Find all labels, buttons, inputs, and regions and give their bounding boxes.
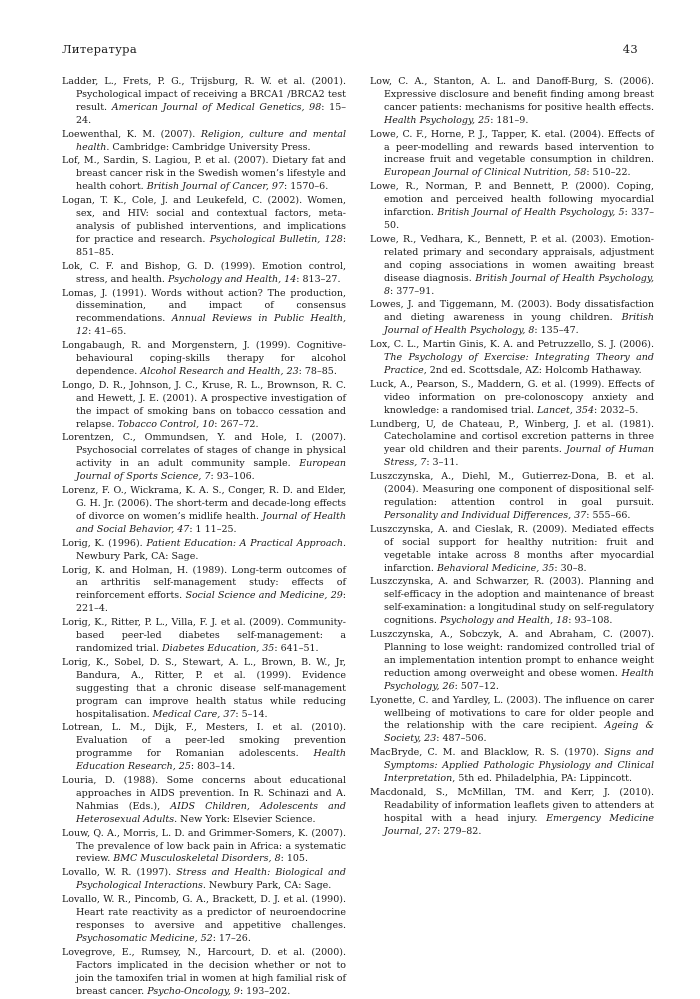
reference-entry <box>370 747 654 786</box>
reference-text: , 2nd ed. Scottsdale, AZ: Holcomb Hathaway. <box>423 364 642 376</box>
reference-source: Emergency Medicine Journal, 27 <box>384 812 654 837</box>
reference-text: Ladder, L., Frets, P. G., Trijsburg, R. W. et al. (2001). Psychological impact of receiving a BRCA1 /BRCA2 test result. <box>62 76 346 113</box>
reference-entry <box>370 419 654 471</box>
reference-entry <box>62 380 346 432</box>
reference-source: American Journal of Medical Genetics, 98 <box>111 101 322 113</box>
reference-text: : 1570–6. <box>284 181 329 193</box>
reference-text: Lox, C. L., Martin Ginis, K. A. and Petruzzello, S. J. (2006). <box>370 339 654 351</box>
reference-source: Alcohol Research and Health, 23 <box>140 365 299 377</box>
reference-text: Luszczynska, A. and Cieslak, R. (2009). Mediated effects of social support for healthy nutrition: fruit and vegetable intake across 8 months after myocardial infarction. <box>370 523 654 574</box>
reference-text: : 377–91. <box>390 285 435 297</box>
reference-text: : 337–50. <box>384 207 654 231</box>
reference-source: British Journal of Health Psychology, 8 <box>384 272 654 297</box>
reference-source: Behavioral Medicine, 35 <box>436 562 555 574</box>
reference-text: : 193–202. <box>239 985 291 997</box>
reference-text: : 15–24. <box>76 101 346 126</box>
reference-text: : 78–85. <box>298 365 337 377</box>
reference-text: : 41–65. <box>88 326 127 338</box>
reference-text: Lorig, K., Ritter, P. L., Villa, F. J. et al. (2009). Community-based peer-led diabetes self-management: a randomized trial. <box>62 617 346 654</box>
reference-text: , 5th ed. Philadelphia, PA: Lippincott. <box>452 773 632 785</box>
reference-text: Lowe, R., Vedhara, K., Bennett, P. et al. (2003). Emotion-related primary and secondary appraisals, adjustment and coping associations in women awaiting breast disease diagnosis. <box>370 233 654 284</box>
reference-text: Luszczynska, A., Diehl, M., Gutierrez-Dona, B. et al. (2004). Measuring one component of dispositional self-regulation: attention control in goal pursuit. <box>370 471 654 508</box>
running-head: Литература <box>62 42 137 56</box>
reference-entry <box>370 524 654 576</box>
reference-entry <box>370 576 654 628</box>
reference-entry <box>62 288 346 340</box>
reference-entry <box>370 629 654 694</box>
reference-source: Health Education Research, 25 <box>76 748 346 773</box>
reference-entry <box>62 76 346 128</box>
reference-source: Tobacco Control, 10 <box>117 418 215 430</box>
reference-text: Lof, M., Sardin, S. Lagiou, P. et al. (2007). Dietary fat and breast cancer risk in the Swedish women’s lifestyle and health cohort. <box>62 155 346 193</box>
reference-text: Lundberg, U, de Chateau, P., Winberg, J. et al. (1981). Catecholamine and cortisol excretion patterns in three year old children and their parents. <box>370 418 654 456</box>
reference-entry <box>62 828 346 867</box>
reference-source: Psychology and Health, 18 <box>439 615 569 627</box>
reference-source: Psychological Bulletin, 128 <box>209 233 343 245</box>
reference-source: British Journal of Cancer, 97 <box>146 181 285 193</box>
reference-entry <box>62 485 346 537</box>
reference-text: Luck, A., Pearson, S., Maddern, G. et al. (1999). Effects of video information on pre-colonoscopy anxiety and knowledge: a randomised trial. <box>370 378 654 416</box>
reference-entry <box>370 695 654 747</box>
reference-source: BMC Musculoskeletal Disorders, 8 <box>113 853 281 865</box>
reference-text: : 641–51. <box>274 642 319 654</box>
reference-entry <box>370 471 654 523</box>
reference-entry <box>370 129 654 181</box>
reference-source: Psychosomatic Medicine, 52 <box>76 932 213 944</box>
reference-source: Health Psychology, 25 <box>384 114 491 126</box>
reference-source: AIDS Children, Adolescents and Heterosexual Adults <box>76 800 346 825</box>
reference-text: Lowe, R., Norman, P. and Bennett, P. (2000). Coping, emotion and perceived health following myocardial infarction. <box>370 181 654 219</box>
reference-text: Lok, C. F. and Bishop, G. D. (1999). Emotion control, stress, and health. <box>62 260 346 285</box>
reference-text: Lotrean, L. M., Dijk, F., Mesters, I. et al. (2010). Evaluation of a peer-led smoking prevention programme for Romanian adolescents. <box>62 722 346 760</box>
reference-entry <box>370 234 654 299</box>
reference-entry <box>370 379 654 418</box>
reference-source: Health Psychology, 26 <box>384 667 654 692</box>
reference-text: Loewenthal, K. M. (2007). <box>62 128 201 140</box>
reference-source: Ageing & Society, 23 <box>384 720 654 745</box>
reference-entry <box>62 775 346 827</box>
reference-text: Lovegrove, E., Rumsey, N., Harcourt, D. et al. (2000). Factors implicated in the decision whether or not to join the tamoxifen trial in women at high familial risk of breast cancer. <box>62 946 346 997</box>
reference-text: Low, C. A., Stanton, A. L. and Danoff-Burg, S. (2006). Expressive disclosure and benefit finding among breast cancer patients: mechanisms for positive health effects. <box>370 76 654 113</box>
reference-text: Lorentzen, C., Ommundsen, Y. and Hole, I. (2007). Psychosocial correlates of stages of change in physical activity in an adult community sample. <box>62 432 346 470</box>
reference-text: : 279–82. <box>437 825 482 837</box>
reference-text: : 5–14. <box>235 708 268 720</box>
reference-text: Lyonette, C. and Yardley, L. (2003). The influence on carer wellbeing of motivations to care for older people and the relationship with the care recipient. <box>370 694 654 732</box>
reference-text: Luszczynska, A. and Schwarzer, R. (2003). Planning and self-efficacy in the adoption and maintenance of breast self-examination: a longitudinal study on self-regulatory cognitions. <box>370 576 654 627</box>
reference-text: : 135–47. <box>534 325 579 337</box>
reference-text: Lorig, K. and Holman, H. (1989). Long-term outcomes of an arthritis self-management study: effects of reinforcement efforts. <box>62 564 346 602</box>
reference-source: Patient Education: A Practical Approach <box>146 537 343 549</box>
reference-text: : 510–22. <box>586 167 631 179</box>
reference-source: Signs and Symptoms: Applied Pathologic Physiology and Clinical Interpretation <box>384 747 654 785</box>
reference-text: : 2032–5. <box>594 404 639 416</box>
reference-text: Lorig, K., Sobel, D. S., Stewart, A. L., Brown, B. W., Jr, Bandura, A., Ritter, P. et al. (1999). Evidence suggesting that a chronic disease self-management program can improve health status while reducing hospitalisation. <box>62 656 346 720</box>
reference-text: Lorig, K. (1996). <box>62 537 147 549</box>
reference-entry <box>62 340 346 379</box>
reference-entry <box>62 722 346 774</box>
reference-entry <box>370 299 654 338</box>
reference-text: : 221–4. <box>76 590 346 615</box>
reference-text: . Newbury Park, CA: Sage. <box>202 880 332 892</box>
reference-entry <box>62 894 346 946</box>
reference-text: . New York: Elsevier Science. <box>174 813 316 825</box>
reference-text: : 487–506. <box>436 733 487 745</box>
reference-text: : 813–27. <box>296 273 341 285</box>
reference-source: Diabetes Education, 35 <box>162 642 275 654</box>
reference-entry <box>62 617 346 656</box>
reference-text: Luszczynska, A., Sobczyk, A. and Abraham, C. (2007). Planning to lose weight: randomized controlled trial of an implementation intention prompt to enhance weight reduction among overweight and obese women. <box>370 629 654 679</box>
reference-source: British Journal of Health Psychology, 5 <box>437 207 625 219</box>
reference-entry <box>370 76 654 128</box>
reference-source: Psychology and Health, 14 <box>167 273 297 285</box>
reference-text: Lomas, J. (1991). Words without action? The production, dissemination, and impact of consensus recommendations. <box>62 287 346 325</box>
reference-text: : 30–8. <box>554 562 587 574</box>
reference-text: . Newbury Park, CA: Sage. <box>76 537 347 562</box>
reference-text: : 3–11. <box>426 457 459 469</box>
reference-source: European Journal of Sports Science, 7 <box>76 458 346 483</box>
reference-source: Personality and Individual Differences, 37 <box>384 509 587 521</box>
reference-text: MacBryde, C. M. and Blacklow, R. S. (1970). <box>370 747 605 759</box>
reference-source: Social Science and Medicine, 29 <box>185 590 343 602</box>
reference-text: Longo, D. R., Johnson, J. C., Kruse, R. L., Brownson, R. C. and Hewett, J. E. (2001). A prospective investigation of the impact of smoking bans on tobacco cessation and relapse. <box>62 379 346 430</box>
reference-source: Medical Care, 37 <box>152 708 236 720</box>
reference-source: Annual Reviews in Public Health, 12 <box>76 313 346 338</box>
reference-source: Lancet, 354 <box>536 404 595 416</box>
reference-text: Lowe, C. F., Horne, P. J., Tapper, K. etal. (2004). Effects of a peer-modelling and rewards based intervention to increase fruit and vegetable consumption in children. <box>370 128 654 166</box>
reference-source: Journal of Health and Social Behavior, 47 <box>76 510 346 535</box>
reference-text: Macdonald, S., McMillan, TM. and Kerr, J. (2010). Readability of information leaflets given to attenders at hospital with a head injury. <box>370 786 654 824</box>
reference-text: Logan, T. K., Cole, J. and Leukefeld, C. (2002). Women, sex, and HIV: social and contextual factors, meta-analysis of published interventions, and implications for practice and research. <box>62 195 346 245</box>
reference-entry <box>62 155 346 194</box>
reference-column-left <box>62 76 346 999</box>
reference-text: : 17–26. <box>212 932 251 944</box>
reference-entry <box>62 129 346 155</box>
reference-source: Psycho-Oncology, 9 <box>147 985 240 997</box>
reference-text: Lovallo, W. R. (1997). <box>62 867 177 879</box>
reference-entry <box>62 657 346 722</box>
reference-source: Stress and Health: Biological and Psychological Interactions <box>76 867 347 892</box>
reference-text: : 93–106. <box>210 471 255 483</box>
reference-text: Lowes, J. and Tiggemann, M. (2003). Body dissatisfaction and dieting awareness in young children. <box>370 299 654 324</box>
reference-text: : 93–108. <box>568 615 613 627</box>
page-number: 43 <box>622 42 638 56</box>
reference-text: : 267–72. <box>214 418 259 430</box>
reference-source: European Journal of Clinical Nutrition, 58 <box>384 167 587 179</box>
reference-source: Journal of Human Stress, 7 <box>384 444 654 469</box>
reference-entry <box>62 947 346 999</box>
reference-text: : 555–66. <box>586 509 631 521</box>
reference-entry <box>62 195 346 260</box>
reference-text: : 803–14. <box>190 761 236 773</box>
reference-entry <box>62 565 346 617</box>
reference-source: The Psychology of Exercise: Integrating Theory and Practice <box>384 352 654 376</box>
reference-entry <box>62 432 346 484</box>
reference-source: Religion, culture and mental health <box>76 128 346 153</box>
reference-entry <box>370 787 654 839</box>
reference-text: Louria, D. (1988). Some concerns about educational approaches in AIDS prevention. In R. Schinazi and A. Nahmias (Eds.), <box>62 775 346 812</box>
reference-text: . Cambridge: Cambridge University Press. <box>106 141 311 153</box>
reference-entry <box>62 538 346 564</box>
reference-source: British Journal of Health Psychology, 8 <box>384 312 654 337</box>
reference-text: Lovallo, W. R., Pincomb, G. A., Brackett, D. J. et al. (1990). Heart rate reactivity as a predictor of neuroendocrine responses to aversive and appetitive challenges. <box>62 894 346 931</box>
reference-text: : 851–85. <box>76 233 347 258</box>
page-header <box>62 42 638 56</box>
reference-entry <box>62 867 346 893</box>
reference-text: Louw, Q. A., Morris, L. D. and Grimmer-Somers, K. (2007). The prevalence of low back pain in Africa: a systematic review. <box>62 827 346 865</box>
reference-text: Lorenz, F. O., Wickrama, K. A. S., Conger, R. D. and Elder, G. H. Jr. (2006). The short-term and decade-long effects of divorce on women’s midlife health. <box>62 485 346 522</box>
reference-entry <box>62 261 346 287</box>
reference-text: Longabaugh, R. and Morgenstern, J. (1999). Cognitive-behavioural coping-skills therapy for alcohol dependence. <box>62 340 346 377</box>
reference-entry <box>370 339 654 378</box>
reference-text: : 181–9. <box>490 114 529 126</box>
reference-entry <box>370 181 654 233</box>
reference-text: : 1 11–25. <box>189 523 237 535</box>
reference-text: : 105. <box>280 853 308 865</box>
reference-text: : 507–12. <box>454 680 499 692</box>
reference-column-right <box>370 76 654 840</box>
